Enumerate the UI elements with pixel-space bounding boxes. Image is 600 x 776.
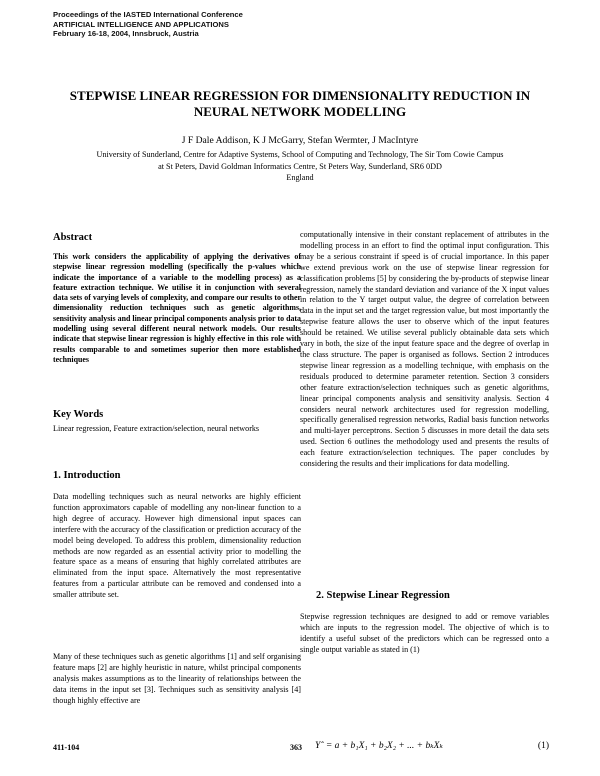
authors: J F Dale Addison, K J McGarry, Stefan Wermter, J MacIntyre bbox=[181, 135, 419, 146]
conference-line-2: ARTIFICIAL INTELLIGENCE AND APPLICATIONS bbox=[53, 19, 229, 29]
page-number: 363 bbox=[290, 743, 302, 752]
affiliation-line-1: University of Sunderland, Centre for Adaptive Systems, School of Computing and Technology, The Sir Tom Cowie Campus bbox=[96, 150, 504, 159]
introduction-para-1 bbox=[53, 492, 301, 601]
keywords-text bbox=[53, 424, 301, 435]
equation-formula: Yˆ = a + b₁X₁ + b₂X₂ + ... + bₖXₖ bbox=[315, 741, 443, 751]
abstract-heading: Abstract bbox=[53, 232, 93, 243]
section2-heading: 2. Stepwise Linear Regression bbox=[316, 590, 450, 601]
introduction-para-3 bbox=[300, 230, 549, 470]
keywords-heading: Key Words bbox=[53, 409, 104, 420]
introduction-paragraph-1: Data modelling techniques such as neural networks are highly efficient function approximators capable of modelling any non-linear function to a high degree of accuracy. However high dimensional input spaces can interfere with the accuracy of the classification or prediction accuracy of the model being developed. To address this problem, dimensionality reduction methods are now regarded as an essential activity prior to modelling the feature space as a means of ensuring that highly correlated attributes are eliminated from the input space. Alternatively the most representative features from a particular attribute can be removed and condensed into a smaller attribute set. bbox=[53, 492, 301, 600]
abstract-paragraph: This work considers the applicability of applying the derivatives of stepwise linear regression modelling (specifically the p-values which indicate the importance of a variable to the modelling process) as a feature extraction technique. We utilise it in conjunction with several data sets of varying levels of complexity, and compare our results to other dimensionality reduction techniques such as genetic algorithms, sensitivity analysis and linear principal components analysis prior to data modelling using several different neural network models. Our results indicate that stepwise linear regression is highly effective in this role with results comparable to and sometimes superior then more established techniques bbox=[53, 252, 301, 364]
equation-1 bbox=[315, 740, 549, 752]
introduction-heading: 1. Introduction bbox=[53, 470, 121, 481]
conference-line-3: February 16-18, 2004, Innsbruck, Austria bbox=[53, 29, 199, 38]
conference-line-1: Proceedings of the IASTED International Conference bbox=[53, 10, 243, 19]
paper-id: 411-104 bbox=[53, 743, 80, 752]
section2-para-1 bbox=[300, 612, 549, 656]
introduction-paragraph-2: Many of these techniques such as genetic algorithms [1] and self organising feature maps [2] are highly heuristic in nature, whilst principal components analysis makes assumptions as to the linearity of relationships between the data items in the input set [3]. Techniques such as sensitivity analysis [4] though highly effective are bbox=[53, 652, 301, 705]
introduction-para-2 bbox=[53, 652, 301, 707]
paper-title: STEPWISE LINEAR REGRESSION FOR DIMENSIONALITY REDUCTION IN NEURAL NETWORK MODELLING bbox=[69, 88, 531, 119]
affiliation-line-2: at St Peters, David Goldman Informatics Centre, St Peters Way, Sunderland, SR6 0DD bbox=[158, 161, 442, 171]
conference-header bbox=[53, 10, 243, 39]
affiliation-line-3: England bbox=[286, 173, 314, 182]
section2-paragraph-1: Stepwise regression techniques are designed to add or remove variables which are inputs to the regression model. The objective of which is to identify a useful subset of the predictors which can be regressed onto a single output variable as stated in (1) bbox=[300, 612, 549, 654]
abstract-text bbox=[53, 252, 301, 365]
introduction-paragraph-3: computationally intensive in their constant replacement of attributes in the modelling process in an effort to find the optimal input configuration. This may be a serious constraint if speed is of crucial importance. In this paper we extend previous work on the use of stepwise linear regression for classification problems [5] by considering the by-products of stepwise linear regression, namely the standard deviation and variance of the X input values in relation to the Y target output value, the degree of correlation between data in the input set and the target regression value, but most importantly the stepwise feature allows the user to observe which of the input features should be retained. We utilise several publicly obtainable data sets which vary in both, the size of the input feature space and the degree of overlap in the class structure. The paper is organised as follows. Section 2 introduces stepwise linear regression as a modelling technique, with emphasis on the residuals produced to determine parameter retention. Section 3 considers other feature extraction/selection techniques such as genetic algorithms, linear principal components analysis and sensitivity analysis. Section 4 considers neural network architectures used for regression modelling, specifically generalised regression networks, Radial basis function networks and multi-layer perceptrons. Section 5 discusses in more detail the data sets used. Section 6 outlines the methodology used and presents the results of each feature extraction/selection techniques. The paper concludes by considering the results and their implications for data modelling. bbox=[300, 230, 549, 469]
affiliation bbox=[30, 149, 570, 184]
equation-number: (1) bbox=[537, 741, 549, 751]
keywords-paragraph: Linear regression, Feature extraction/selection, neural networks bbox=[53, 424, 260, 433]
